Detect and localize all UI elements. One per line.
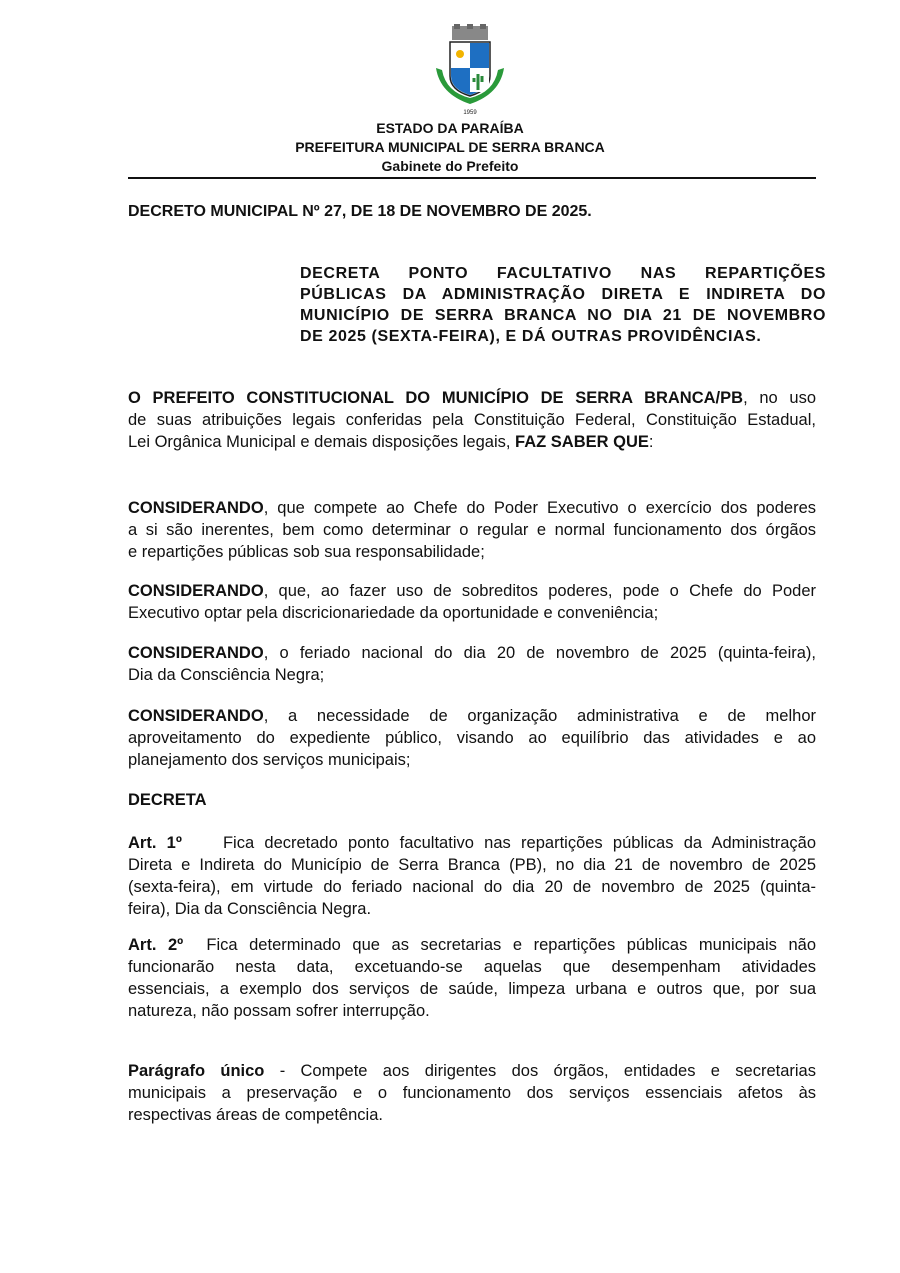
- municipal-coat-of-arms-logo: [434, 24, 506, 116]
- text: - Compete aos dirigentes dos órgãos, entidades e secretarias: [264, 1062, 816, 1080]
- text-line: [128, 832, 816, 854]
- text-line: [128, 876, 816, 898]
- paragrafo-unico: [128, 1060, 816, 1126]
- considerando-paragraph-2: [128, 580, 816, 624]
- considerando-paragraph-4: [128, 705, 816, 771]
- text-line: [128, 497, 816, 519]
- text-line: [128, 727, 816, 749]
- decree-summary: [300, 263, 826, 347]
- text-line: de suas atribuições legais conferidas pela Constituição Federal, Constituição Estadual,: [128, 411, 816, 429]
- text: aproveitamento do expediente público, visando ao equilíbrio das atividades e ao: [128, 729, 816, 747]
- bold-lead: CONSIDERANDO: [128, 582, 264, 600]
- text: a si são inerentes, bem como determinar o regular e normal funcionamento dos órgãos: [128, 521, 816, 539]
- text: planejamento dos serviços municipais;: [128, 751, 411, 769]
- text: , a necessidade de organização administrativa e de melhor: [263, 707, 816, 725]
- summary-line: MUNICÍPIO DE SERRA BRANCA NO DIA 21 DE NOVEMBRO: [300, 307, 826, 324]
- text: (sexta-feira), em virtude do feriado nacional do dia 20 de novembro de 2025 (quinta-: [128, 878, 816, 896]
- text-line: [128, 602, 816, 624]
- header-divider: [128, 177, 816, 179]
- text-line: [128, 664, 816, 686]
- summary-line: DE 2025 (SEXTA-FEIRA), E DÁ OUTRAS PROVIDÊNCIAS.: [300, 328, 762, 345]
- text: , que, ao fazer uso de sobreditos poderes, pode o Chefe do Poder: [263, 582, 816, 600]
- text-line: [128, 642, 816, 664]
- text-line: [128, 541, 816, 563]
- text: municipais a preservação e o funcionamento dos serviços essenciais afetos às: [128, 1084, 816, 1102]
- text-line: [128, 978, 816, 1000]
- considerando-paragraph-3: [128, 642, 816, 686]
- text-line: [128, 854, 816, 876]
- text: , no uso: [743, 389, 817, 407]
- summary-line: PÚBLICAS DA ADMINISTRAÇÃO DIRETA E INDIRETA DO: [300, 286, 826, 303]
- text: :: [648, 433, 654, 451]
- preamble-bold: O PREFEITO CONSTITUCIONAL DO MUNICÍPIO DE SERRA BRANCA/PB: [128, 389, 744, 407]
- text: Fica decretado ponto facultativo nas repartições públicas da Administração: [181, 834, 816, 852]
- bold-lead: DECRETA: [128, 791, 207, 809]
- text-line: [128, 1104, 816, 1126]
- text-line: [128, 519, 816, 541]
- text-line: [128, 934, 816, 956]
- text: essenciais, a exemplo dos serviços de saúde, limpeza urbana e outros que, por sua: [128, 980, 816, 998]
- bold-lead: CONSIDERANDO: [128, 707, 264, 725]
- bold-lead: CONSIDERANDO: [128, 644, 264, 662]
- text: Direta e Indireta do Município de Serra Branca (PB), no dia 21 de novembro de 2025: [128, 856, 816, 874]
- text: feira), Dia da Consciência Negra.: [128, 900, 372, 918]
- text-line: [128, 1082, 816, 1104]
- bold-lead: Parágrafo único: [128, 1062, 265, 1080]
- svg-text:1959: 1959: [463, 110, 477, 116]
- preamble-paragraph: [128, 387, 816, 453]
- decree-title: DECRETO MUNICIPAL Nº 27, DE 18 DE NOVEMBRO DE 2025.: [128, 203, 592, 220]
- bold-lead: CONSIDERANDO: [128, 499, 264, 517]
- text: Dia da Consciência Negra;: [128, 666, 325, 684]
- faz-saber-que: FAZ SABER QUE: [515, 433, 649, 451]
- text: Lei Orgânica Municipal e demais disposições legais,: [128, 433, 516, 451]
- text-line: [128, 749, 816, 771]
- text-line: [128, 789, 816, 811]
- text-line: [128, 580, 816, 602]
- text: e repartições públicas sob sua responsabilidade;: [128, 543, 485, 561]
- text: , o feriado nacional do dia 20 de novembro de 2025 (quinta-feira),: [263, 644, 816, 662]
- text-line: [128, 898, 816, 920]
- header-state: ESTADO DA PARAÍBA: [376, 120, 524, 136]
- bold-lead: Art. 2º: [128, 936, 184, 954]
- header-prefeitura: PREFEITURA MUNICIPAL DE SERRA BRANCA: [295, 139, 605, 155]
- text-line: [128, 1000, 816, 1022]
- text: respectivas áreas de competência.: [128, 1106, 383, 1124]
- text: Fica determinado que as secretarias e repartições públicas municipais não: [183, 936, 816, 954]
- text: funcionarão nesta data, excetuando-se aquelas que desempenham atividades: [128, 958, 816, 976]
- text: , que compete ao Chefe do Poder Executivo o exercício dos poderes: [263, 499, 816, 517]
- article-2: [128, 934, 816, 1022]
- summary-line: DECRETA PONTO FACULTATIVO NAS REPARTIÇÕES: [300, 265, 826, 282]
- text-line: [128, 956, 816, 978]
- decreta-heading: [128, 789, 816, 811]
- text: natureza, não possam sofrer interrupção.: [128, 1002, 430, 1020]
- text-line: [128, 705, 816, 727]
- bold-lead: Art. 1º: [128, 834, 182, 852]
- considerando-paragraph-1: [128, 497, 816, 563]
- text: Executivo optar pela discricionariedade da oportunidade e conveniência;: [128, 604, 659, 622]
- text-line: [128, 1060, 816, 1082]
- article-1: [128, 832, 816, 920]
- header-gabinete: Gabinete do Prefeito: [381, 158, 519, 174]
